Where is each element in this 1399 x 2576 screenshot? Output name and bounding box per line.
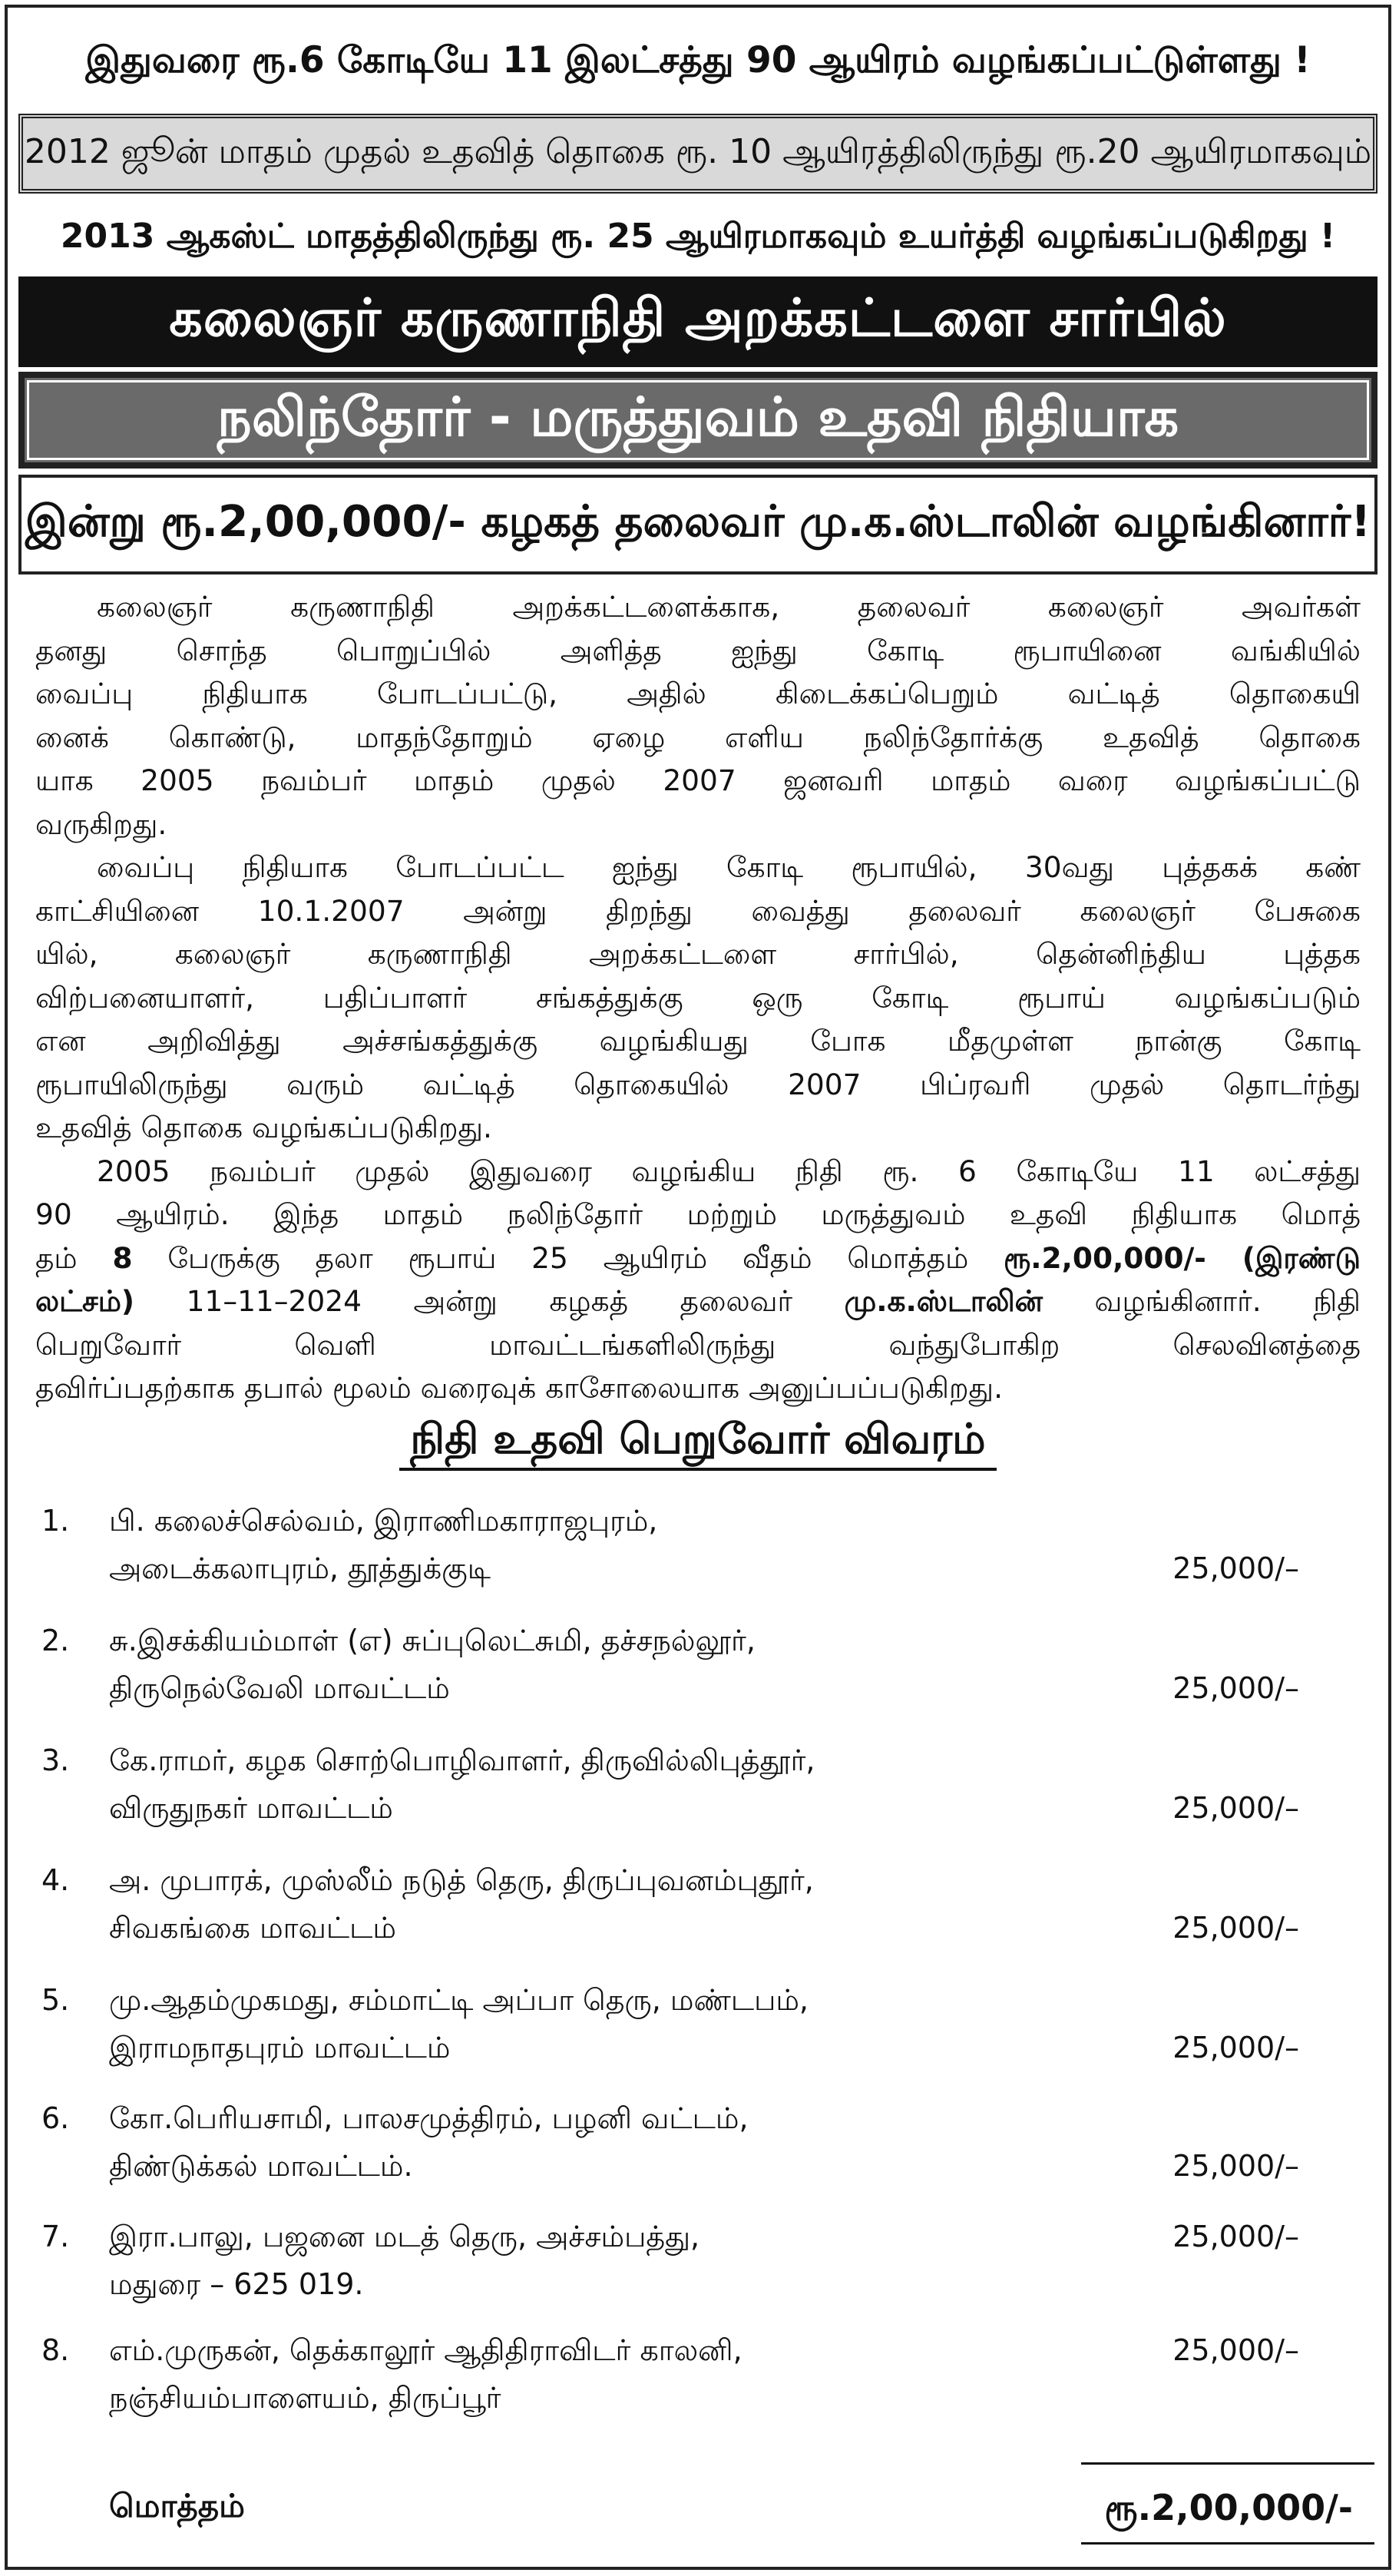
recipient-number: 8. xyxy=(41,2333,70,2367)
recipient-district: நஞ்சியம்பாளையம், திருப்பூர் xyxy=(109,2381,501,2415)
recipient-name-address: கே.ராமர், கழக சொற்பொழிவாளர், திருவில்லிபுத்தூர், xyxy=(109,1743,815,1777)
leader-name: மு.க.ஸ்டாலின் xyxy=(844,1284,1043,1318)
recipient-amount: 25,000/– xyxy=(1172,2149,1299,2183)
para3-text: வழங்கினார். நிதி xyxy=(1043,1284,1361,1318)
recipient-number: 2. xyxy=(41,1624,70,1657)
para2-line: விற்பனையாளர், பதிப்பாளர் சங்கத்துக்கு ஒரு கோடி ரூபாய் வழங்கப்படும் xyxy=(35,980,1361,1015)
para3-line xyxy=(35,1237,1361,1280)
recipient-row xyxy=(35,1737,1361,1853)
para3-text: 11–11–2024 அன்று கழகத் தலைவர் xyxy=(134,1284,845,1318)
headline-2012-increase-text: 2012 ஜூன் மாதம் முதல் உதவித் தொகை ரூ. 10 ஆயிரத்திலிருந்து ரூ.20 ஆயிரமாகவும் xyxy=(24,131,1372,171)
recipient-amount: 25,000/– xyxy=(1172,1791,1299,1825)
para2-line: ரூபாயிலிருந்து வரும் வட்டித் தொகையில் 2007 பிப்ரவரி முதல் தொடர்ந்து xyxy=(35,1067,1361,1101)
recipient-row xyxy=(35,2095,1361,2210)
recipient-district: திண்டுக்கல் மாவட்டம். xyxy=(109,2149,413,2183)
para2-line: யில், கலைஞர் கருணாநிதி அறக்கட்டளை சார்பில், தென்னிந்திய புத்தக xyxy=(35,937,1361,971)
recipient-district: மதுரை – 625 019. xyxy=(109,2267,364,2301)
amount-in-words: லட்சம்) xyxy=(35,1284,135,1318)
trust-banner xyxy=(18,276,1378,367)
headline-2012-increase xyxy=(18,114,1378,194)
headline-total-disbursed xyxy=(18,17,1378,108)
recipient-row xyxy=(35,1857,1361,1972)
para3-line: தவிர்ப்பதற்காக தபால் மூலம் வரைவுக் காசோலையாக அனுப்பப்படுகிறது. xyxy=(35,1371,1003,1405)
press-notice xyxy=(5,5,1391,2570)
recipient-name-address: பி. கலைச்செல்வம், இராணிமகாராஜபுரம், xyxy=(109,1504,658,1538)
recipient-district: விருதுநகர் மாவட்டம் xyxy=(109,1791,393,1825)
recipient-name-address: அ. முபாரக், முஸ்லீம் நடுத் தெரு, திருப்புவனம்புதூர், xyxy=(109,1863,814,1897)
fund-banner-text: நலிந்தோர் - மருத்துவம் உதவி நிதியாக xyxy=(217,385,1179,449)
para3-text: பேருக்கு தலா ரூபாய் 25 ஆயிரம் வீதம் மொத்தம் xyxy=(132,1240,1004,1275)
recipient-number: 5. xyxy=(41,1983,70,2017)
recipient-row xyxy=(35,1617,1361,1733)
recipient-amount: 25,000/– xyxy=(1172,2031,1299,2064)
para3-line: 2005 நவம்பர் முதல் இதுவரை வழங்கிய நிதி ரூ. 6 கோடியே 11 லட்சத்து xyxy=(97,1154,1361,1188)
total-rule-bottom xyxy=(1081,2542,1374,2545)
recipient-name-address: சு.இசக்கியம்மாள் (எ) சுப்புலெட்சுமி, தச்சநல்லூர், xyxy=(109,1624,756,1657)
recipient-number: 4. xyxy=(41,1863,70,1897)
recipient-count: 8 xyxy=(112,1240,133,1275)
recipient-amount: 25,000/– xyxy=(1172,1551,1299,1585)
total-amount: ரூ.2,00,000/- xyxy=(1104,2487,1353,2528)
total-rule-top xyxy=(1081,2462,1374,2465)
trust-banner-text: கலைஞர் கருணாநிதி அறக்கட்டளை சார்பில் xyxy=(169,288,1227,349)
recipient-amount: 25,000/– xyxy=(1172,2333,1299,2367)
recipient-amount: 25,000/– xyxy=(1172,2220,1299,2253)
para2-line: காட்சியினை 10.1.2007 அன்று திறந்து வைத்து தலைவர் கலைஞர் பேசுகை xyxy=(35,893,1361,928)
article-body xyxy=(35,585,1361,1410)
recipient-name-address: மு.ஆதம்முகமது, சம்மாட்டி அப்பா தெரு, மண்டபம், xyxy=(109,1983,809,2017)
recipient-amount: 25,000/– xyxy=(1172,1671,1299,1705)
recipient-district: சிவகங்கை மாவட்டம் xyxy=(109,1911,396,1945)
para1-line: னைக் கொண்டு, மாதந்தோறும் ஏழை எளிய நலிந்தோர்க்கு உதவித் தொகை xyxy=(35,720,1361,754)
recipient-amount: 25,000/– xyxy=(1172,1911,1299,1945)
recipient-district: திருநெல்வேலி மாவட்டம் xyxy=(109,1671,450,1705)
main-headline-text: இன்று ரூ.2,00,000/- கழகத் தலைவர் மு.க.ஸ்டாலின் வழங்கினார்! xyxy=(25,497,1371,547)
para2-line: உதவித் தொகை வழங்கப்படுகிறது. xyxy=(35,1111,492,1144)
recipient-name-address: எம்.முருகன், தெக்காலூர் ஆதிதிராவிடர் காலனி, xyxy=(109,2333,742,2367)
para3-text: தம் xyxy=(35,1240,113,1275)
fund-banner xyxy=(18,372,1378,469)
para3-line: பெறுவோர் வெளி மாவட்டங்களிலிருந்து வந்துபோகிற செலவினத்தை xyxy=(35,1327,1361,1362)
para3-line: 90 ஆயிரம். இந்த மாதம் நலிந்தோர் மற்றும் மருத்துவம் உதவி நிதியாக மொத் xyxy=(35,1197,1361,1231)
para1-line: வைப்பு நிதியாக போடப்பட்டு, அதில் கிடைக்கப்பெறும் வட்டித் தொகையி xyxy=(35,677,1361,710)
para1-line: யாக 2005 நவம்பர் மாதம் முதல் 2007 ஜனவரி மாதம் வரை வழங்கப்பட்டு xyxy=(35,763,1361,797)
recipients-heading-text: நிதி உதவி பெறுவோர் விவரம் xyxy=(399,1415,996,1471)
para3-line xyxy=(35,1280,1361,1323)
para2-line: வைப்பு நிதியாக போடப்பட்ட ஐந்து கோடி ரூபாயில், 30வது புத்தகக் கண் xyxy=(97,850,1361,884)
total-amount-inline: ரூ.2,00,000/- (இரண்டு xyxy=(1004,1240,1361,1275)
para1-line: தனது சொந்த பொறுப்பில் அளித்த ஐந்து கோடி ரூபாயினை வங்கியில் xyxy=(35,633,1361,667)
recipient-number: 6. xyxy=(41,2101,70,2135)
recipient-number: 1. xyxy=(41,1504,70,1538)
recipient-number: 7. xyxy=(41,2220,70,2253)
headline-2013-increase-text: 2013 ஆகஸ்ட் மாதத்திலிருந்து ரூ. 25 ஆயிரமாகவும் உயர்த்தி வழங்கப்படுகிறது ! xyxy=(60,216,1336,256)
para1-line: கலைஞர் கருணாநிதி அறக்கட்டளைக்காக, தலைவர் கலைஞர் அவர்கள் xyxy=(97,590,1361,624)
recipient-district: இராமநாதபுரம் மாவட்டம் xyxy=(109,2031,451,2064)
recipient-district: அடைக்கலாபுரம், தூத்துக்குடி xyxy=(109,1551,491,1585)
main-headline xyxy=(18,475,1378,574)
recipient-name-address: இரா.பாலு, பஜனை மடத் தெரு, அச்சம்பத்து, xyxy=(109,2220,700,2253)
para1-line: வருகிறது. xyxy=(35,806,167,841)
recipient-row xyxy=(35,2213,1361,2329)
headline-2013-increase xyxy=(18,200,1378,276)
para2-line: என அறிவித்து அச்சங்கத்துக்கு வழங்கியது போக மீதமுள்ள நான்கு கோடி xyxy=(35,1024,1361,1058)
recipient-number: 3. xyxy=(41,1743,70,1777)
recipient-name-address: கோ.பெரியசாமி, பாலசமுத்திரம், பழனி வட்டம், xyxy=(109,2101,749,2135)
recipients-heading xyxy=(8,1415,1388,1469)
total-label: மொத்தம் xyxy=(109,2487,245,2525)
recipient-row xyxy=(35,1498,1361,1613)
recipient-row xyxy=(35,1977,1361,2092)
recipient-row xyxy=(35,2327,1361,2442)
headline-total-disbursed-text: இதுவரை ரூ.6 கோடியே 11 இலட்சத்து 90 ஆயிரம் வழங்கப்பட்டுள்ளது ! xyxy=(85,38,1311,81)
